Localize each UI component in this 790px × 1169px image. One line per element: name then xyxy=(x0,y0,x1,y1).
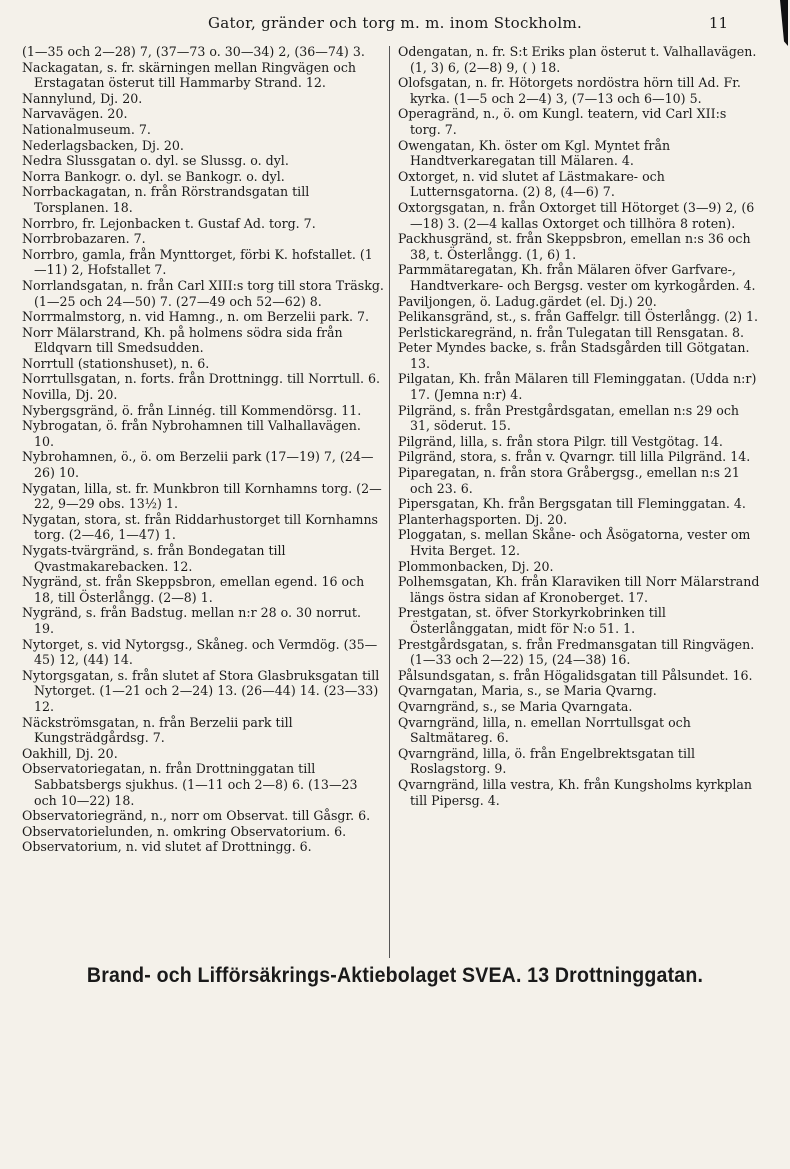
list-item: Nederlagsbacken, Dj. 20. xyxy=(22,137,184,153)
list-item: Qvarngränd, lilla vestra, Kh. från Kungsholms kyrkplan till Pipersg. 4. xyxy=(398,776,753,808)
list-item: Oakhill, Dj. 20. xyxy=(22,745,118,761)
list-item: Norrbrobazaren. 7. xyxy=(22,231,146,247)
list-item: Nedra Slussgatan o. dyl. se Slussg. o. dyl. xyxy=(22,153,289,169)
list-item: Perlstickaregränd, n. från Tulegatan till Rensgatan. 8. xyxy=(398,324,744,340)
list-item: Nationalmuseum. 7. xyxy=(22,121,151,137)
left-column xyxy=(22,44,384,855)
list-item: Pilgränd, lilla, s. från stora Pilgr. till Vestgötag. 14. xyxy=(398,433,723,449)
list-item: Qvarngränd, lilla, n. emellan Norrtullsgat och Saltmätareg. 6. xyxy=(398,714,691,746)
list-item: Nannylund, Dj. 20. xyxy=(22,90,143,106)
list-item: Qvarngatan, Maria, s., se Maria Qvarng. xyxy=(398,683,657,699)
list-item: Peter Myndes backe, s. från Stadsgården till Götgatan. 13. xyxy=(398,340,750,371)
list-item: Nygatan, lilla, st. fr. Munkbron till Kornhamns torg. (2—22, 9—29 obs. 13½) 1. xyxy=(22,480,382,512)
list-item: Pålsundsgatan, s. från Högalidsgatan till Pålsundet. 16. xyxy=(398,667,753,683)
list-item: Nybrohamnen, ö., ö. om Berzelii park (17—19) 7, (24—26) 10. xyxy=(22,449,374,481)
list-item: Operagränd, n., ö. om Kungl. teatern, vid Carl XII:s torg. 7. xyxy=(398,106,727,137)
list-item: Prestgatan, st. öfver Storkyrkobrinken till Österlånggatan, midt för N:o 51. 1. xyxy=(398,605,666,636)
list-item: Ploggatan, s. mellan Skåne- och Åsögatorna, vester om Hvita Berget. 12. xyxy=(398,527,751,558)
list-item: Nybergsgränd, ö. från Linnég. till Kommendörsg. 11. xyxy=(22,402,362,418)
list-item: Nytorget, s. vid Nytorgsg., Skåneg. och Vermdög. (35—45) 12, (44) 14. xyxy=(22,636,378,668)
list-item: Packhusgränd, st. från Skeppsbron, emellan n:s 36 och 38, t. Österlångg. (1, 6) 1. xyxy=(398,231,751,262)
list-item: Nygatan, stora, st. från Riddarhustorget till Kornhamns torg. (2—46, 1—47) 1. xyxy=(22,511,379,543)
list-item: Observatoriegränd, n., norr om Observat. till Gåsgr. 6. xyxy=(22,808,371,824)
list-item: Qvarngränd, lilla, ö. från Engelbrektsgatan till Roslagstorg. 9. xyxy=(398,745,696,777)
list-item: Planterhagsporten. Dj. 20. xyxy=(398,511,568,527)
list-item: Norrtullsgatan, n. forts. från Drottningg. till Norrtull. 6. xyxy=(22,371,381,387)
list-item: Pelikansgränd, st., s. från Gaffelgr. till Österlångg. (2) 1. xyxy=(398,309,759,325)
list-item: Novilla, Dj. 20. xyxy=(22,387,118,403)
list-item: Nackagatan, s. fr. skärningen mellan Ringvägen och Erstagatan österut till Hammarby Strand. 12. xyxy=(22,59,357,91)
list-item: Nygränd, s. från Badstug. mellan n:r 28 o. 30 norrut. 19. xyxy=(22,605,361,636)
list-item: Norrbackagatan, n. från Rörstrandsgatan till Torsplanen. 18. xyxy=(22,184,310,215)
column-divider xyxy=(389,46,390,958)
list-item: Paviljongen, ö. Ladug.gärdet (el. Dj.) 20. xyxy=(398,293,657,309)
list-item: (1—35 och 2—28) 7, (37—73 o. 30—34) 2, (36—74) 3. xyxy=(22,44,365,59)
list-item: Pilgränd, s. från Prestgårdsgatan, emellan n:s 29 och 31, söderut. 15. xyxy=(398,402,740,434)
list-item: Qvarngränd, s., se Maria Qvarngata. xyxy=(398,698,633,714)
list-item: Pilgränd, stora, s. från v. Qvarngr. till lilla Pilgränd. 14. xyxy=(398,449,751,465)
list-item: Oxtorget, n. vid slutet af Lästmakare- och Lutternsgatorna. (2) 8, (4—6) 7. xyxy=(398,168,665,200)
list-item: Piparegatan, n. från stora Gråbergsg., emellan n:s 21 och 23. 6. xyxy=(398,465,740,496)
list-item: Norr Mälarstrand, Kh. på holmens södra sida från Eldqvarn till Smedsudden. xyxy=(22,324,343,356)
page-number: 11 xyxy=(708,14,728,32)
list-item: Odengatan, n. fr. S:t Eriks plan österut t. Valhallavägen. (1, 3) 6, (2—8) 9, ( ) 18. xyxy=(398,44,757,75)
list-item: Olofsgatan, n. fr. Hötorgets nordöstra hörn till Ad. Fr. kyrka. (1—5 och 2—4) 3, (7—13 och 6—10) 5. xyxy=(398,75,741,106)
list-item: Observatorium, n. vid slutet af Drottningg. 6. xyxy=(22,839,312,855)
list-item: Norrbro, fr. Lejonbacken t. Gustaf Ad. torg. 7. xyxy=(22,215,316,231)
list-item: Näckströmsgatan, n. från Berzelii park till Kungsträdgårdsg. 7. xyxy=(22,714,293,746)
list-item: Nygränd, st. från Skeppsbron, emellan egend. 16 och 18, till Österlångg. (2—8) 1. xyxy=(22,574,365,605)
list-item: Polhemsgatan, Kh. från Klaraviken till Norr Mälarstrand längs östra sidan af Kronoberget. 17. xyxy=(398,574,760,605)
list-item: Norrlandsgatan, n. från Carl XIII:s torg till stora Träskg. (1—25 och 24—50) 7. (27—49 och 52—62) 8. xyxy=(22,277,384,309)
footer-advertisement: Brand- och Lifförsäkrings-Aktiebolaget SVEA. 13 Drottninggatan. xyxy=(86,964,704,987)
list-item: Oxtorgsgatan, n. från Oxtorget till Hötorget (3—9) 2, (6—18) 3. (2—4 kallas Oxtorget och tillhöra 8 roten). xyxy=(398,199,755,231)
list-item: Owengatan, Kh. öster om Kgl. Myntet från Handtverkaregatan till Mälaren. 4. xyxy=(398,137,671,169)
right-column xyxy=(398,44,760,808)
list-item: Observatorielunden, n. omkring Observatorium. 6. xyxy=(22,823,347,839)
list-item: Pilgatan, Kh. från Mälaren till Fleminggatan. (Udda n:r) 17. (Jemna n:r) 4. xyxy=(398,371,757,403)
list-item: Narvavägen. 20. xyxy=(22,106,128,122)
list-item: Norra Bankogr. o. dyl. se Bankogr. o. dyl. xyxy=(22,168,285,184)
list-item: Plommonbacken, Dj. 20. xyxy=(398,558,554,574)
list-item: Nytorgsgatan, s. från slutet af Stora Glasbruksgatan till Nytorget. (1—21 och 2—24) 13. (26—44) 14. (23—33) 12. xyxy=(22,667,380,714)
page-title: Gator, gränder och torg m. m. inom Stockholm. xyxy=(207,14,583,32)
list-item: Norrbro, gamla, från Mynttorget, förbi K. hofstallet. (1—11) 2, Hofstallet 7. xyxy=(22,246,373,278)
list-item: Prestgårdsgatan, s. från Fredmansgatan till Ringvägen. (1—33 och 2—22) 15, (24—38) 16. xyxy=(398,636,755,668)
list-item: Parmmätaregatan, Kh. från Mälaren öfver Garfvare-, Handtverkare- och Bergsg. vester om kyrkogården. 4. xyxy=(398,262,756,293)
list-item: Pipersgatan, Kh. från Bergsgatan till Fleminggatan. 4. xyxy=(398,496,746,512)
list-item: Norrmalmstorg, n. vid Hamng., n. om Berzelii park. 7. xyxy=(22,309,369,325)
list-item: Observatoriegatan, n. från Drottninggatan till Sabbatsbergs sjukhus. (1—11 och 2—8) 6. (13—23 och 10—22) 18. xyxy=(22,761,358,808)
list-item: Norrtull (stationshuset), n. 6. xyxy=(22,355,210,371)
list-item: Nygats-tvärgränd, s. från Bondegatan till Qvastmakarebacken. 12. xyxy=(22,543,286,574)
list-item: Nybrogatan, ö. från Nybrohamnen till Valhallavägen. 10. xyxy=(22,418,361,449)
